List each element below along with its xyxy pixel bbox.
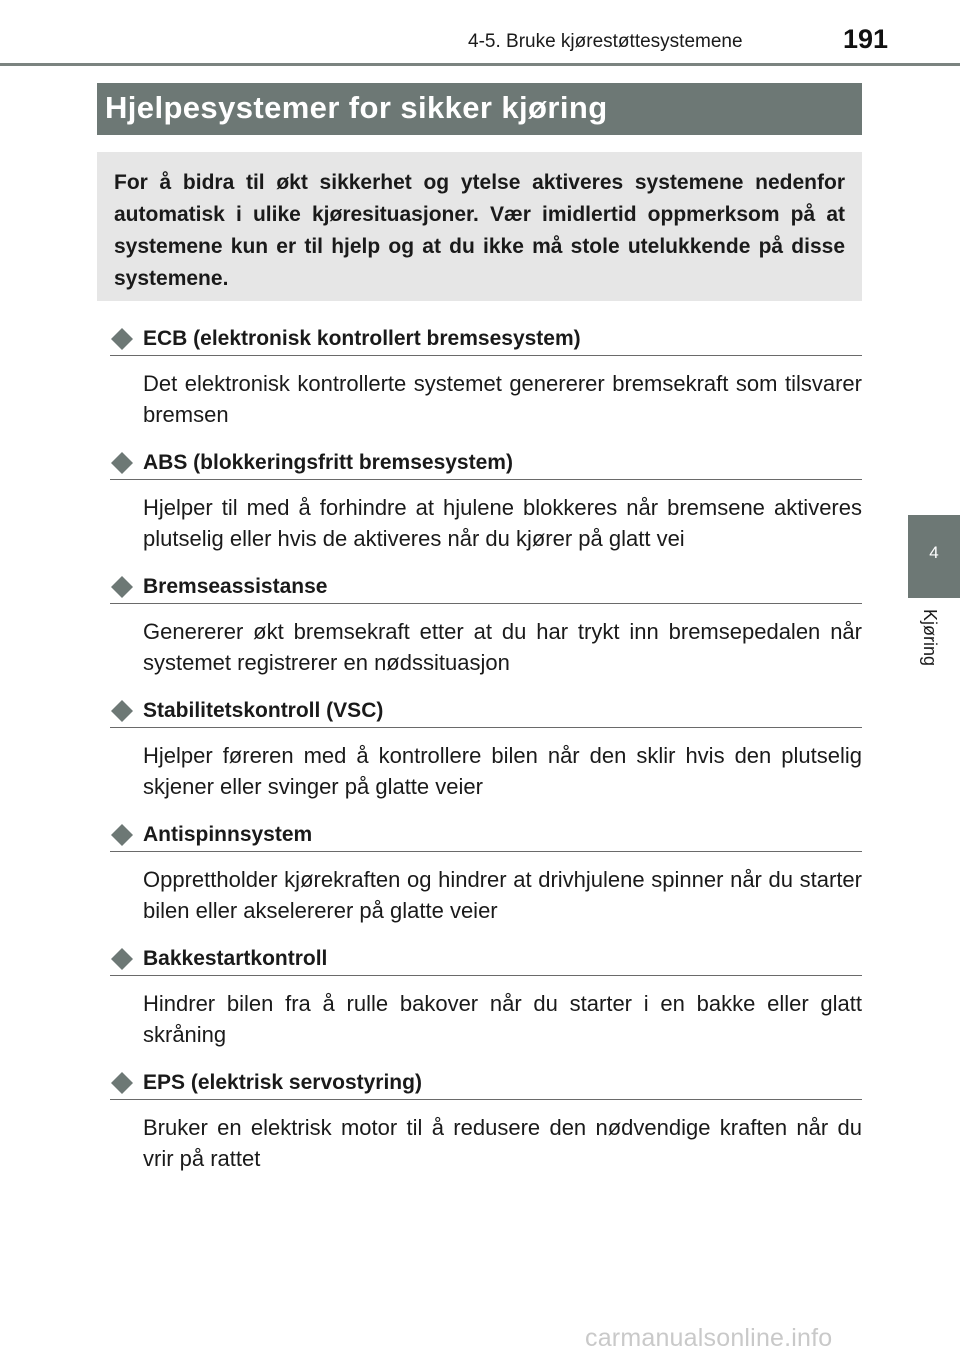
feature-description: Hjelper føreren med å kontrollere bilen når den sklir hvis den plutselig skjener eller svinger på glatte veier [143, 743, 862, 799]
feature-description: Hjelper til med å forhindre at hjulene blokkeres når bremsene aktiveres plutselig eller hvis de aktiveres når du kjører på glatt vei [143, 495, 862, 551]
feature-title: ABS (blokkeringsfritt bremsesystem) [143, 451, 513, 474]
feature-description: Genererer økt bremsekraft etter at du har trykt inn bremsepedalen når systemet registrerer en nødssituasjon [143, 619, 862, 675]
header-section-title: 4-5. Bruke kjørestøttesystemene [468, 31, 743, 52]
page-title: Hjelpesystemer for sikker kjøring [105, 90, 608, 125]
feature-list [110, 323, 862, 1191]
feature-item [110, 1067, 862, 1174]
feature-title: Bremseassistanse [143, 575, 328, 598]
feature-heading [110, 1067, 862, 1100]
watermark: carmanualsonline.info [585, 1324, 833, 1352]
feature-title: Antispinnsystem [143, 823, 313, 846]
feature-description: Hindrer bilen fra å rulle bakover når du starter i en bakke eller glatt skråning [143, 991, 862, 1047]
feature-title: EPS (elektrisk servostyring) [143, 1071, 422, 1094]
feature-item [110, 695, 862, 802]
diamond-bullet-icon [110, 947, 134, 971]
feature-item [110, 323, 862, 430]
feature-heading [110, 695, 862, 728]
feature-item [110, 943, 862, 1050]
feature-heading [110, 819, 862, 852]
diamond-bullet-icon [110, 1071, 134, 1095]
diamond-bullet-icon [110, 699, 134, 723]
chapter-tab-number: 4 [929, 543, 939, 562]
intro-box [97, 152, 862, 301]
feature-item [110, 571, 862, 678]
feature-heading [110, 447, 862, 480]
feature-item [110, 447, 862, 554]
chapter-tab [908, 515, 960, 598]
chapter-tab-label: Kjøring [920, 609, 940, 667]
feature-title: ECB (elektronisk kontrollert bremsesystem) [143, 327, 581, 350]
feature-heading [110, 571, 862, 604]
feature-title: Stabilitetskontroll (VSC) [143, 699, 384, 722]
diamond-bullet-icon [110, 327, 134, 351]
feature-description: Opprettholder kjørekraften og hindrer at drivhjulene spinner når du starter bilen eller akselererer på glatte veier [143, 867, 862, 923]
feature-heading [110, 943, 862, 976]
feature-description: Det elektronisk kontrollerte systemet genererer bremsekraft som tilsvarer bremsen [143, 371, 862, 427]
header-rule [0, 63, 960, 66]
intro-text: For å bidra til økt sikkerhet og ytelse aktiveres systemene nedenfor automatisk i ulike kjøresituasjoner. Vær imidlertid oppmerksom på at systemene kun er til hjelp og at du ikke må stole utelukkende på disse systemene. [114, 171, 845, 290]
feature-heading [110, 323, 862, 356]
diamond-bullet-icon [110, 823, 134, 847]
feature-title: Bakkestartkontroll [143, 947, 328, 970]
feature-description: Bruker en elektrisk motor til å redusere den nødvendige kraften når du vrir på rattet [143, 1115, 862, 1171]
diamond-bullet-icon [110, 575, 134, 599]
page-number: 191 [843, 24, 889, 54]
diamond-bullet-icon [110, 451, 134, 475]
feature-item [110, 819, 862, 926]
title-bar [97, 83, 862, 135]
